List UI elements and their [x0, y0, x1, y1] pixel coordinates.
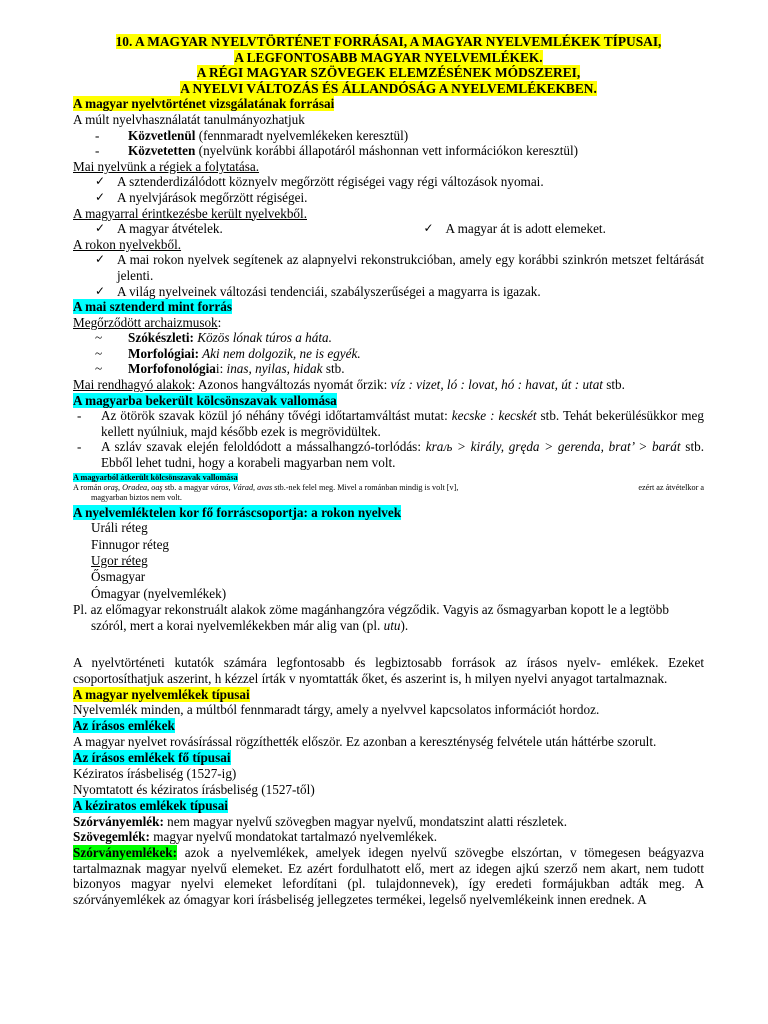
subheading: A rokon nyelvekből.: [73, 236, 182, 252]
section-heading-loanwords-in: A magyarba bekerült kölcsönszavak vallomása: [73, 392, 337, 408]
document-title: [73, 34, 704, 96]
list-item: ✓ A nyelvjárások megőrzött régiségei.: [95, 189, 308, 205]
list-item: ✓ A mai rokon nyelvek segítenek az alapnyelvi rekonstrukcióban, amely egy korábbi szinkrón metszet feltárását jelenti.: [95, 252, 704, 283]
subheading: Mai nyelvünk a régiek a folytatása.: [73, 158, 260, 174]
list-item: ✓ A magyar átvételek.: [95, 221, 223, 237]
definition: Szórványemlék: nem magyar nyelvű szövegben magyar nyelvű, mondatszint alatti részletek.: [73, 813, 568, 829]
section-heading-sources: A magyar nyelvtörténet vizsgálatának forrásai: [73, 96, 335, 112]
document-page: 10. A MAGYAR NYELVTÖRTÉNET FORRÁSAI, A MAGYAR NYELVEMLÉKEK TÍPUSAI, A LEGFONTOSABB MAGYAR NYELVEMLÉKEK. A RÉGI MAGYAR SZÖVEGEK ELEMZÉSÉNEK MÓDSZEREI, A NYELVI VÁLTOZÁS ÉS ÁLLANDÓSÁG A NYELVEMLÉKEKBEN. A magyar nyelvtörténet vizsgálatának forrásai A múlt nyelvhasználatát tanulmányozhatjuk - Közvetlenül (fennmaradt nyelvemlékeken keresztül) - Közvetetten (nyelvünk korábbi állapotáról máshonnan vett információkon keresztül) Mai nyelvünk a régiek a folytatása. ✓ A sztenderdizálódott köznyelv megőrzött régiségei vagy régi változások nyomai. ✓ A nyelvjárások megőrzött régiségei. A magyarral érintkezésbe került nyelvekből. ✓ A magyar átvételek. ✓ A magyar át is adott elemeket. A rokon nyelvekből. ✓ A mai rokon nyelvek segítenek az alapnyelvi rekonstrukcióban, amely egy korábbi szinkrón metszet feltárását jelenti. ✓ A világ nyelveinek változási tendenciái, szabályszerűségei a magyarra is igazak. A mai sztenderd mint forrás Megőrződött archaizmusok: ~ Szókészleti: Közös lónak túros a háta. ~ Morfológiai: Aki nem dolgozik, ne is egyék. ~ Morfofonológiai: inas, nyilas, hidak stb. Mai rendhagyó alakok: Azonos hangváltozás nyomát őrzik: víz : vizet, ló : lovat, hó : havat, út : utat stb. A magyarba bekerült kölcsönszavak vallomása - Az ötörök szavak közül jó néhány tővégi időtartamváltást mutat: kecske : kecskét stb. Tehát bekerülésükkor meg kellett nyúlniuk, majd később ezek is megrövidültek. - A szláv szavak elején feloldódott a mássalhangzó-torlódás: kraљ > király, gręda > gerenda, brat’ > barát stb. Ebből lehet tudni, hogy a korabeli magyarban nem volt. A magyarból átkerült kölcsönszavak vallomása A román oraş, Oradea, oaş stb. a magyar város, Várad, avas stb.-nek felel meg. Mivel a románban mindig is volt [v], ezért az átvételkor a magyarban biztos nem volt. A nyelvemléktelen kor fő forráscsoportja: a rokon nyelvek Uráli réteg Finnugor réteg Ugor réteg Ősmagyar Ómagyar (nyelvemlékek) Pl. az előmagyar rekonstruált alakok zöme magánhangzóra végződik. Vagyis az ősmagyarban kopott le a legtöbb szóról, mert a korai nyelvemlékekben már alig van (pl. utu). A nyelvtörténeti kutatók számára legfontosabb és legbiztosabb források az írásos nyelv- emlékek. Ezeket csoportosíthatjuk aszerint, h kézzel írták v nyomtatták őket, és aszerint is, h milyen nyelvi anyagot tartalmaznak. A magyar nyelvemlékek típusai Nyelvemlék minden, a múltból fennmaradt tárgy, amely a nyelvvel kapcsolatos információt hordoz. Az írásos emlékek A magyar nyelvet rovásírással rögzíthették először. Ez azonban a kereszténység felvétele után háttérbe szorult. Az írásos emlékek fő típusai Kéziratos írásbeliség (1527-ig) Nyomtatott és kéziratos írásbeliség (1527-től) A kéziratos emlékek típusai Szórványemlék: nem magyar nyelvű szövegben magyar nyelvű, mondatszint alatti részletek. Szövegemlék: magyar nyelvű mondatokat tartalmazó nyelvemlékek. Szórványemlékek: azok a nyelvemlékek, amelyek idegen nyelvű szövegbe elszórtan, v tömegesen beágyazva tartalmaznak magyar nyelvű elemeket. Ez azért fordulhatott elő, mert az idegen ajkú szerző nem akart, nem tudott bizonyos magyar nyelvi elemeket lefordítani (pl. tulajdonnevek), így eredeti formájukban adták meg. A szórványemlékek az ómagyar kori írásbeliség jellegzetes termékei, legelső nyelvemlékeink innen erednek. A: [73, 34, 704, 907]
check-icon: ✓: [423, 221, 434, 236]
example-paragraph: Pl. az előmagyar rekonstruált alakok zöme magánhangzóra végződik. Vagyis az ősmagyarban kopott le a legtöbb szóról, mert a korai nyelvemlékekben már alig van (pl. utu).: [73, 602, 669, 633]
tilde-bullet: ~: [95, 361, 103, 377]
dash-bullet: -: [95, 127, 100, 143]
title-line-1: 10. A MAGYAR NYELVTÖRTÉNET FORRÁSAI, A MAGYAR NYELVEMLÉKEK TÍPUSAI,: [115, 34, 662, 49]
list-item: ~ Szókészleti: Közös lónak túros a háta.: [95, 330, 332, 346]
paragraph: A magyar nyelvet rovásírással rögzíthették először. Ez azonban a kereszténység felvétele után háttérbe szorult.: [73, 734, 657, 750]
list-item: Ősmagyar: [91, 569, 146, 585]
intro-paragraph: A nyelvtörténeti kutatók számára legfontosabb és legbiztosabb források az írásos nyelv- emlékek. Ezeket csoportosíthatjuk aszerint, h kézzel írták v nyomtatták őket, és aszerint is, h milyen nyelvi anyagot tartalmaznak.: [73, 655, 704, 687]
dash-bullet: -: [77, 439, 82, 455]
title-line-4: A NYELVI VÁLTOZÁS ÉS ÁLLANDÓSÁG A NYELVEMLÉKEKBEN.: [180, 80, 597, 96]
paragraph: Nyelvemlék minden, a múltból fennmaradt tárgy, amely a nyelvvel kapcsolatos információt hordoz.: [73, 702, 600, 718]
subheading: Megőrződött archaizmusok: [73, 314, 218, 330]
list-item: Ómagyar (nyelvemlékek): [91, 585, 227, 601]
title-line-2: A LEGFONTOSABB MAGYAR NYELVEMLÉKEK.: [234, 49, 543, 65]
list-item: Finnugor réteg: [91, 536, 170, 552]
section-heading-written-types: Az írásos emlékek fő típusai: [73, 750, 231, 766]
list-item: ✓ A világ nyelveinek változási tendenciái, szabályszerűségei a magyarra is igazak.: [95, 283, 541, 299]
list-item: Nyomtatott és kéziratos írásbeliség (1527-től): [73, 782, 315, 798]
list-item: - Közvetlenül (fennmaradt nyelvemlékeken keresztül): [95, 127, 409, 143]
layer-list: [91, 520, 704, 602]
dash-bullet: -: [95, 143, 100, 159]
list-item: - A szláv szavak elején feloldódott a mássalhangzó-torlódás: kraљ > király, gręda > gerenda, brat’ > barát stb. Ebből lehet tudni, hogy a korabeli magyarban nem volt.: [73, 439, 704, 470]
tilde-bullet: ~: [95, 345, 103, 361]
section-heading-related-languages: A nyelvemléktelen kor fő forráscsoportja: a rokon nyelvek: [73, 504, 402, 520]
section-heading-written: Az írásos emlékek: [73, 718, 175, 734]
check-icon: ✓: [95, 283, 106, 298]
two-column-list: [73, 221, 704, 237]
list-item: Kéziratos írásbeliség (1527-ig): [73, 765, 237, 781]
subheading: A magyarral érintkezésbe került nyelvekből.: [73, 205, 307, 221]
list-item: ✓ A sztenderdizálódott köznyelv megőrzött régiségei vagy régi változások nyomai.: [95, 174, 544, 190]
tilde-bullet: ~: [95, 330, 103, 346]
section-heading-loanwords-out: A magyarból átkerült kölcsönszavak vallomása: [73, 472, 238, 482]
list-item: Uráli réteg: [91, 520, 148, 536]
dash-bullet: -: [77, 408, 82, 424]
title-line-3: A RÉGI MAGYAR SZÖVEGEK ELEMZÉSÉNEK MÓDSZEREI,: [196, 65, 581, 81]
irregular-forms: Mai rendhagyó alakok: Azonos hangváltozás nyomát őrzik: víz : vizet, ló : lovat, hó : havat, út : utat stb.: [73, 377, 625, 393]
section-heading-standard: A mai sztenderd mint forrás: [73, 299, 232, 315]
list-item: Ugor réteg: [91, 553, 148, 569]
list-item: ~ Morfológiai: Aki nem dolgozik, ne is egyék.: [95, 345, 361, 361]
check-icon: ✓: [95, 252, 106, 267]
definition: Szövegemlék: magyar nyelvű mondatokat tartalmazó nyelvemlékek.: [73, 829, 437, 845]
section-heading-types: A magyar nyelvemlékek típusai: [73, 686, 250, 702]
list-item: - Közvetetten (nyelvünk korábbi állapotáról máshonnan vett információkon keresztül): [95, 143, 579, 159]
check-icon: ✓: [95, 221, 106, 236]
list-item: - Az ötörök szavak közül jó néhány tővégi időtartamváltást mutat: kecske : kecskét stb. Tehát bekerülésükkor meg kellett nyúlniuk, majd később ezek is megrövidültek.: [73, 408, 704, 439]
definition-paragraph: Szórványemlékek: azok a nyelvemlékek, amelyek idegen nyelvű szövegbe elszórtan, v tömegesen beágyazva tartalmaznak magyar nyelvű elemeket. Ez azért fordulhatott elő, mert az idegen ajkú szerző nem akart, nem tudott bizonyos magyar nyelvi elemeket lefordítani (pl. tulajdonnevek), így eredeti formájukban adták meg. A szórványemlékek az ómagyar kori írásbeliség jellegzetes termékei, legelső nyelvemlékeink innen erednek. A: [73, 845, 704, 907]
small-section: A magyarból átkerült kölcsönszavak vallomása A román oraş, Oradea, oaş stb. a magyar város, Várad, avas stb.-nek felel meg. Mivel a románban mindig is volt [v], ezért az átvételkor a magyarban biztos nem volt.: [73, 472, 704, 502]
list-item: ✓ A magyar át is adott elemeket.: [423, 221, 606, 237]
list-item: ~ Morfofonológiai: inas, nyilas, hidak stb.: [95, 361, 345, 377]
sources-intro: A múlt nyelvhasználatát tanulmányozhatjuk: [73, 111, 305, 127]
check-icon: ✓: [95, 189, 106, 204]
check-icon: ✓: [95, 174, 106, 189]
section-heading-manuscript-types: A kéziratos emlékek típusai: [73, 798, 228, 814]
